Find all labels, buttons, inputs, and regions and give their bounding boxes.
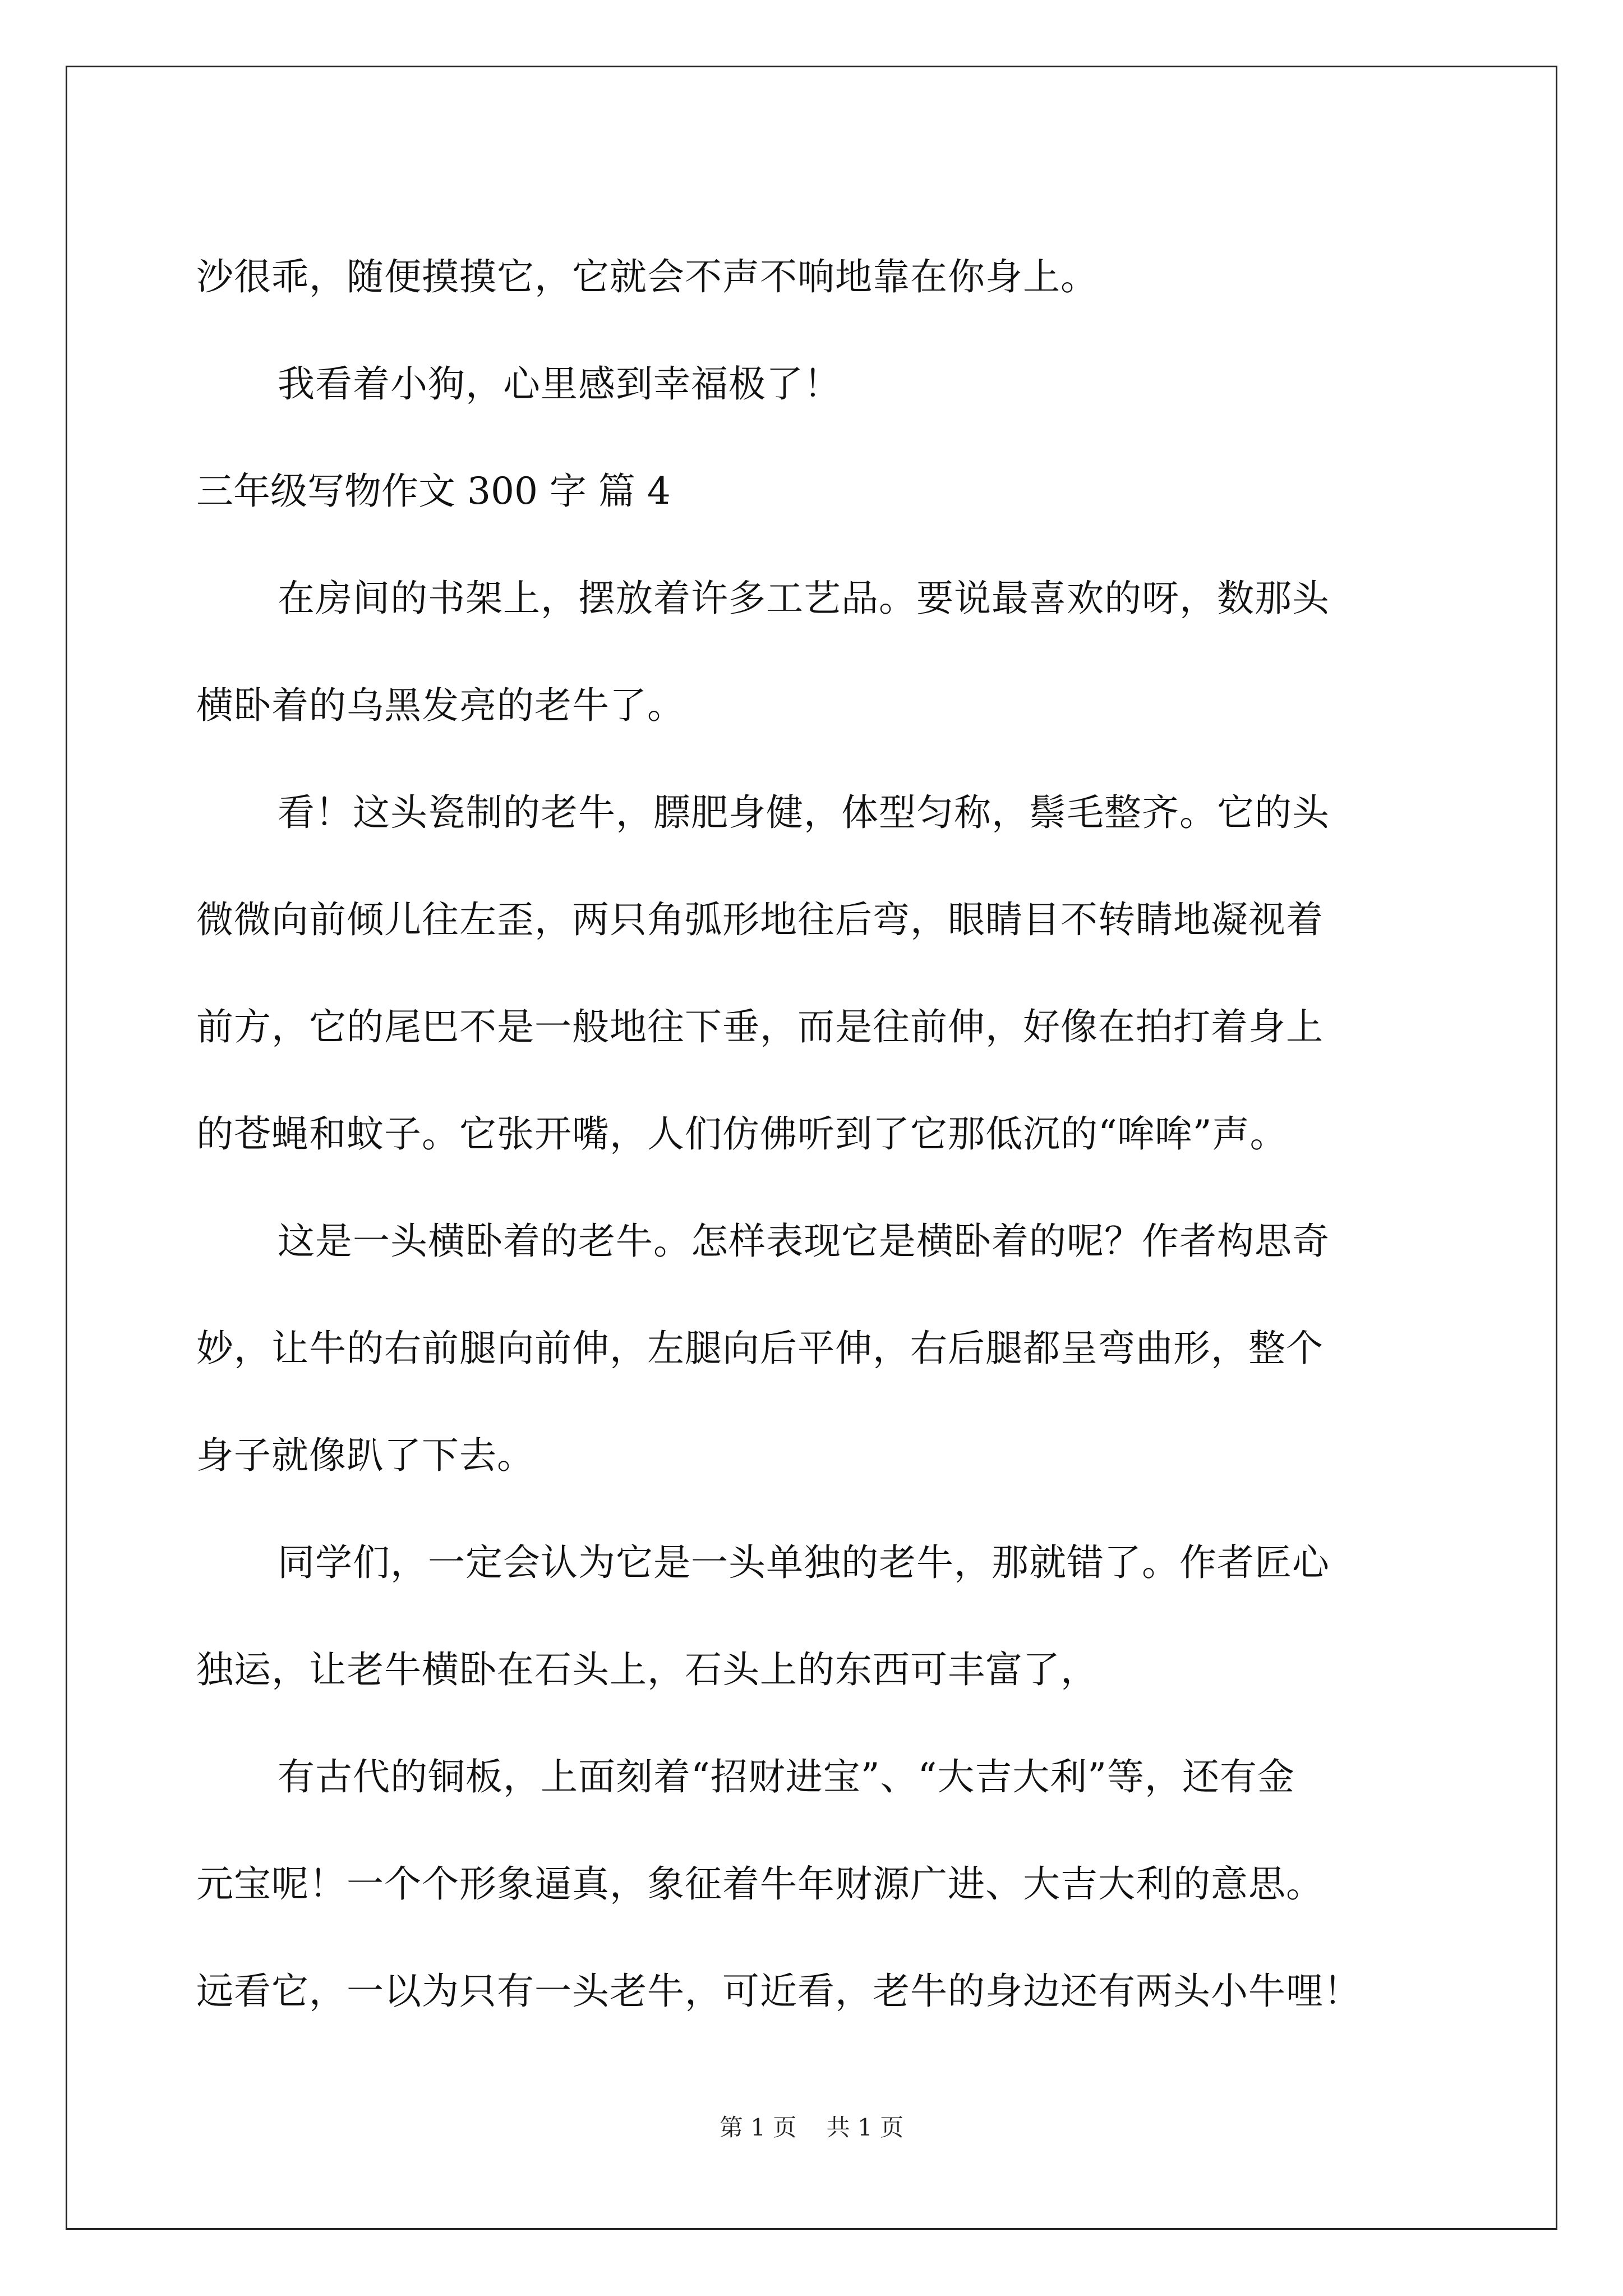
text-line: 前方，它的尾巴不是一般地往下垂，而是往前伸，好像在拍打着身上 — [196, 1005, 1324, 1048]
text-line: 看！这头瓷制的老牛，膘肥身健，体型匀称，鬃毛整齐。它的头 — [278, 791, 1330, 834]
text-line: 的苍蝇和蚊子。它张开嘴，人们仿佛听到了它那低沉的“哞哞”声。 — [196, 1112, 1288, 1156]
text-line: 这是一头横卧着的老牛。怎样表现它是横卧着的呢？作者构思奇 — [278, 1220, 1330, 1263]
text-line: 横卧着的乌黑发亮的老牛了。 — [196, 684, 685, 727]
text-line: 妙，让牛的右前腿向前伸，左腿向后平伸，右后腿都呈弯曲形，整个 — [196, 1327, 1324, 1370]
text-line: 元宝呢！一个个形象逼真，象征着牛年财源广进、大吉大利的意思。 — [196, 1862, 1324, 1906]
section-heading: 三年级写物作文 300 字 篇 4 — [196, 470, 671, 513]
page-number: 第 1 页 — [719, 2114, 797, 2141]
text-line: 微微向前倾儿往左歪，两只角弧形地往后弯，眼睛目不转睛地凝视着 — [196, 898, 1324, 941]
text-line: 独运，让老牛横卧在石头上，石头上的东西可丰富了， — [196, 1648, 1098, 1691]
text-line: 远看它，一以为只有一头老牛，可近看，老牛的身边还有两头小牛哩！ — [196, 1970, 1361, 2013]
text-line: 我看着小狗，心里感到幸福极了！ — [278, 362, 841, 406]
text-line: 同学们，一定会认为它是一头单独的老牛，那就错了。作者匠心 — [278, 1541, 1330, 1584]
document-body — [196, 223, 1430, 2045]
page-footer — [0, 2109, 1623, 2143]
text-line: 在房间的书架上，摆放着许多工艺品。要说最喜欢的呀，数那头 — [278, 577, 1330, 620]
page-total: 共 1 页 — [826, 2114, 904, 2141]
text-line: 有古代的铜板，上面刻着“招财进宝”、“大吉大利”等，还有金 — [278, 1755, 1295, 1798]
text-line: 身子就像趴了下去。 — [196, 1434, 534, 1477]
text-line: 沙很乖，随便摸摸它，它就会不声不响地靠在你身上。 — [196, 255, 1098, 298]
